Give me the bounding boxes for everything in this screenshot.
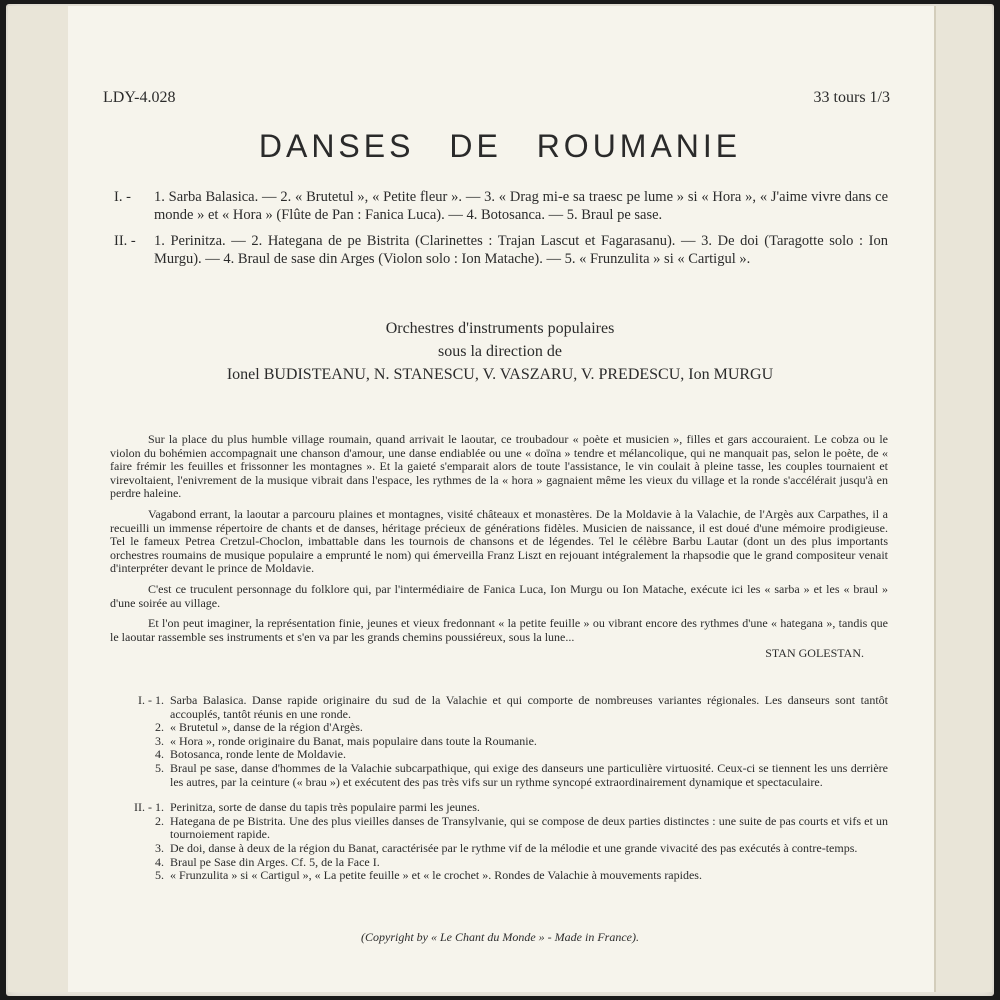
description-label: 3. — [155, 733, 164, 748]
description-text: Sarba Balasica. Danse rapide originaire du sud de la Valachie et qui comporte de nombreuses variantes régionales. Les danseurs sont tantôt accouplés, tantôt réunis en une ronde. — [170, 693, 888, 721]
orchestra-credits — [0, 317, 1000, 386]
description-label: 5. — [155, 868, 164, 883]
dance-descriptions — [112, 694, 888, 895]
description-item — [112, 762, 888, 789]
description-text: « Frunzulita » si « Cartigul », « La petite feuille » et « le crochet ». Rondes de Valachie à mouvements rapides. — [170, 868, 702, 883]
description-label: 5. — [155, 760, 164, 775]
tracklist-side-1 — [114, 188, 888, 224]
catalog-number: LDY-4.028 — [103, 89, 176, 106]
description-text: Botosanca, ronde lente de Moldavie. — [170, 747, 346, 762]
record-speed: 33 tours 1/3 — [813, 89, 890, 106]
description-item — [112, 801, 888, 815]
orchestra-line: Orchestres d'instruments populaires — [385, 320, 615, 337]
description-item — [112, 869, 888, 883]
description-label: II. - 1. — [134, 800, 164, 815]
notes-paragraph: Vagabond errant, la laoutar a parcouru plaines et montagnes, visité châteaux et monastères. De la Moldavie à la Valachie, de l'Argès aux Carpathes, il a recueilli un immense répertoire de chants et de danses, héritage précieux de générations fidèles. Musicien de naissance, il est doué d'une mémoire prodigieuse. Tel le fameux Petrea Cretzul-Choclon, imbattable dans les tournois de chansons et de légendes. Tel le célèbre Barbu Lautar (dont un des plus importants orchestres roumains de musique populaire a emprunté le nom) qui émerveilla Franz Liszt en rejouant intégralement la rhapsodie que le grand compositeur venait d'interpréter devant le prince de Moldavie. — [110, 506, 888, 576]
description-label: 4. — [155, 747, 164, 762]
side-tracks: 1. Perinitza. — 2. Hategana de pe Bistrita (Clarinettes : Trajan Lascut et Fagarasanu). — 3. De doi (Taragotte solo : Ion Murgu). — 4. Braul de sase din Arges (Violon solo : Ion Matache). — 5. « Frunzulita » si « Cartigul ». — [154, 233, 888, 267]
side-label: I. - — [114, 189, 131, 205]
description-text: De doi, danse à deux de la région du Banat, caractérisée par le rythme vif de la mélodie et une grande vivacité des pas exécutés à contre-temps. — [170, 840, 858, 855]
notes-paragraph: C'est ce truculent personnage du folklore qui, par l'intermédiaire de Fanica Luca, Ion Murgu ou Ion Matache, exécute ici les « sarba » et les « braul » d'une soirée au village. — [110, 581, 888, 610]
notes-signature: STAN GOLESTAN. — [765, 646, 864, 661]
description-text: Perinitza, sorte de danse du tapis très populaire parmi les jeunes. — [170, 800, 480, 815]
side-tracks: 1. Sarba Balasica. — 2. « Brutetul », « Petite fleur ». — 3. « Drag mi-e sa traesc pe lume » si « Hora », « J'aime vivre dans ce monde » et « Hora » (Flûte de Pan : Fanica Luca). — 4. Botosanca. — 5. Braul pe sase. — [154, 189, 888, 223]
tracklist — [114, 188, 888, 276]
description-label: 2. — [155, 813, 164, 828]
orchestra-line: sous la direction de — [438, 343, 562, 360]
side-label: II. - — [114, 233, 136, 249]
description-item — [112, 856, 888, 870]
descriptions-side-2 — [112, 801, 888, 883]
description-label: 4. — [155, 854, 164, 869]
description-label: I. - 1. — [138, 693, 164, 707]
description-item — [112, 815, 888, 842]
description-text: Braul pe Sase din Arges. Cf. 5, de la Face I. — [170, 854, 380, 869]
description-text: « Hora », ronde originaire du Banat, mais populaire dans toute la Roumanie. — [170, 733, 537, 748]
description-item — [112, 735, 888, 749]
description-item — [112, 694, 888, 721]
description-text: Hategana de pe Bistrita. Une des plus vieilles danses de Transylvanie, qui se compose de deux parties distinctes : une suite de pas courts et vifs et un tournoiement rapide. — [170, 813, 888, 842]
conductors-line: Ionel BUDISTEANU, N. STANESCU, V. VASZARU, V. PREDESCU, Ion MURGU — [226, 366, 774, 383]
copyright-notice: (Copyright by « Le Chant du Monde » - Made in France). — [361, 930, 639, 944]
description-item — [112, 748, 888, 762]
liner-notes — [110, 433, 888, 661]
tracklist-side-2 — [114, 232, 888, 268]
description-item — [112, 842, 888, 856]
notes-paragraph: Et l'on peut imaginer, la représentation finie, jeunes et vieux fredonnant « la petite feuille » ou vibrant encore des rythmes d'une « hategana », tandis que le laoutar rassemble ses instruments et s'en va par les grands chemins poussiéreux, sous la lune... — [110, 616, 888, 644]
description-label: 2. — [155, 720, 164, 735]
album-title: DANSES DE ROUMANIE — [258, 128, 742, 164]
descriptions-side-1 — [112, 694, 888, 789]
description-text: Braul pe sase, danse d'hommes de la Valachie subcarpathique, qui exige des danseurs une particulière virtuosité. Ceux-ci se tiennent les uns derrière les autres, par la ceinture (« brau ») et exécutent des pas très vifs sur un rythme syncopé extraordinairement dynamique et spectaculaire. — [170, 760, 888, 789]
description-item — [112, 721, 888, 735]
description-label: 3. — [155, 840, 164, 855]
notes-paragraph: Sur la place du plus humble village roumain, quand arrivait le laoutar, ce troubadour « poète et musicien », filles et gars accouraient. Le cobza ou le violon du bohémien accompagnait une chanson d'amour, une danse endiablée ou une « doïna » tendre et mélancolique, qui ne manquait pas, selon le poète, de « faire frémir les feuilles et frissonner les montagnes ». Et la gaieté s'emparait alors de toute l'assistance, le vin coulait à pleine tasse, les couples tournaient et virevoltaient, l'enivrement de la musique vibrait dans l'espace, les rythmes de la « hora » gagnaient même les vieux du village et la ronde s'accélérait jusqu'à en perdre haleine. — [110, 432, 888, 501]
description-text: « Brutetul », danse de la région d'Argès. — [170, 720, 363, 735]
